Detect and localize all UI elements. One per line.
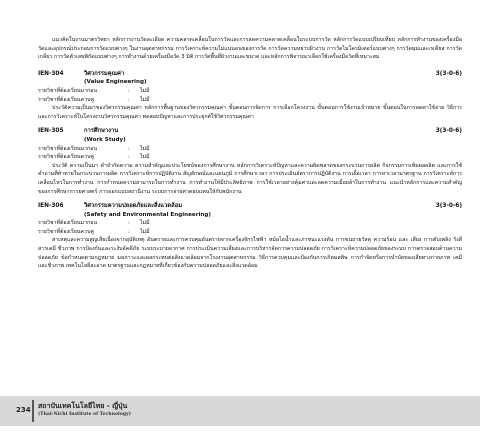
course-heading: [38, 127, 462, 136]
course-description: ประวัติ ความเป็นมา คำจำกัดความ ความสำคัญและประโยชน์ของการศึกษางาน หลักการวิเคราะห์ปัญหาและความผิดพลาดของกระบวนการผลิต กิจกรรมการเพิ่มผลผลิต และการใช้คำถามที่ท้าทายในกระบวนการผลิต การวิเคราะห์การปฏิบัติงาน สัญลักษณ์และแผนภูมิ การศึกษาเวลา การประเมินอัตราการปฏิบัติงาน การเผื่อเวลา การหาเวลามาตรฐาน การวิเคราะห์การเคลื่อนไหวในการทำงาน การกำหนดความสามารถในการทำงาน การทำงานให้มีประสิทธิภาพ การใช้เวลาอย่างคุ้มค่าและลดความเมื่อยล้าในการทำงาน แนะนำหลักการและความสำคัญของการศึกษาการยศาสตร์ การออกแบบสถานีงาน ระบบการจ่ายค่าตอบแทนให้กับพนักงาน: [38, 162, 462, 195]
colon: :: [128, 145, 130, 152]
prerequisite-row: [38, 145, 462, 154]
course-english-title: (Work Study): [84, 136, 126, 143]
course-block: [38, 202, 462, 271]
institute-name-thai: สถาบันเทคโนโลยีไทย - ญี่ปุ่น: [38, 401, 128, 410]
footer-divider: [32, 400, 34, 422]
course-title: การศึกษางาน: [84, 128, 119, 135]
corequisite-value: ไม่มี: [140, 228, 150, 235]
course-code: IEN-305: [38, 128, 64, 135]
prerequisite-label: รายวิชาที่ต้องเรียนมาก่อน: [38, 145, 98, 152]
course-description: ประวัติความเป็นมาของวิศวกรรมคุณค่า หลักการพื้นฐานของวิศวกรรมคุณค่า ขั้นตอนการจัดการ การเลือกโครงงาน ขั้นตอนการใช้งานเป้าหมาย ขั้นตอนในการลดค่าใช้จ่าย วิธีการ และการวิเคราะห์ในโครงงานวิศวกรรมคุณค่า ทดสอบปัญหาและการประยุกต์ใช้วิศวกรรมคุณค่า: [38, 105, 462, 120]
prerequisite-label: รายวิชาที่ต้องเรียนมาก่อน: [38, 87, 98, 94]
page-footer: [0, 396, 480, 430]
corequisite-row: [38, 228, 462, 237]
colon: :: [128, 87, 130, 94]
prerequisite-label: รายวิชาที่ต้องเรียนมาก่อน: [38, 220, 98, 227]
institute-name-english: (Thai-Nichi Institute of Technology): [38, 412, 131, 417]
colon: :: [128, 154, 130, 161]
course-title: วิศวกรรมคุณค่า: [84, 70, 125, 77]
course-english-title: (Safety and Environmental Engineering): [84, 211, 211, 218]
prerequisite-row: [38, 87, 462, 96]
course-code: IEN-306: [38, 203, 64, 210]
corequisite-value: ไม่มี: [140, 154, 150, 161]
page-content: [38, 36, 462, 273]
course-credits: 3(3-0-6): [435, 203, 462, 210]
course-credits: 3(3-0-6): [435, 128, 462, 135]
course-english-title: (Value Engineering): [84, 79, 147, 86]
colon: :: [128, 96, 130, 103]
prerequisite-value: ไม่มี: [140, 145, 150, 152]
corequisite-label: รายวิชาที่ต้องเรียนควบคู่: [38, 228, 94, 235]
course-heading: [38, 202, 462, 211]
course-credits: 3(3-0-6): [435, 70, 462, 77]
course-block: [38, 127, 462, 196]
colon: :: [128, 228, 130, 235]
intro-paragraph: แนวคิดในงานมาตรวิทยา หลักการงานวัดละเอียด ความคลาดเคลื่อนในการวัดและการลดความคลาดเคลื่อนในระบบการวัด หลักการวัดแบบเปรียบเทียบ หลักการทำงานของเครื่องมือวัดและอุปกรณ์ประกอบการวัดแบบต่างๆ ในงานอุตสาหกรรม การวิเคราะห์ความไม่แน่นอนของการวัด การวัดความหยาบผิวงาน การวัดไมโครมิเตอร์แบบต่างๆ การวัดมุมและเรเดียส การวัดเกลียว การวัดตัวเลขพิกัดแบบต่างๆ การทำงานด้วยเครื่องมือวัด 3 มิติ การวัดพื้นที่ผิวงานและขนาด และหลักการพิจารณาเลือกใช้เครื่องมือวัดที่เหมาะสม: [38, 37, 462, 61]
colon: :: [128, 220, 130, 227]
course-description: สาเหตุและความสูญเสียเนื่องจากอุบัติเหตุ อันตรายและการควบคุมอันตรายจากเครื่องจักรไฟฟ้า หม้อไอน้ำและภาชนะแรงดัน การขนถ่ายวัสดุ ความร้อน และ เสียง การดับเพลิง รังสี สารเคมี ชีวภาพ การป้องกันและระงับอัคคีภัย ระบบระบายอากาศ การประเมินความเสี่ยงและการบริหารจัดการความปลอดภัย การวิเคราะห์ความปลอดภัยของระบบ การตรวจสอบด้านความปลอดภัย ข้อกำหนดตามกฎหมาย มลภาวะและผลกระทบต่อสิ่งแวดล้อมจากโรงงานอุตสาหกรรม วิธีการควบคุมและป้องกันการเกิดมลพิษ การกำจัดหรือการบำบัดของเสียทางกายภาพ เคมี และชีวภาพ เทคโนโลยีสะอาด มาตรฐานและกฎหมายที่เกี่ยวข้องกับความปลอดภัยและสิ่งแวดล้อม: [38, 237, 462, 270]
corequisite-row: [38, 153, 462, 162]
corequisite-value: ไม่มี: [140, 96, 150, 103]
prerequisite-value: ไม่มี: [140, 87, 150, 94]
course-block: [38, 70, 462, 122]
page-number: 234: [16, 406, 31, 414]
course-code: IEN-304: [38, 70, 64, 77]
course-title: วิศวกรรมความปลอดภัยและสิ่งแวดล้อม: [84, 203, 183, 210]
prerequisite-row: [38, 219, 462, 228]
corequisite-label: รายวิชาที่ต้องเรียนควบคู่: [38, 96, 94, 103]
corequisite-row: [38, 96, 462, 105]
prerequisite-value: ไม่มี: [140, 220, 150, 227]
corequisite-label: รายวิชาที่ต้องเรียนควบคู่: [38, 154, 94, 161]
course-heading: [38, 70, 462, 79]
